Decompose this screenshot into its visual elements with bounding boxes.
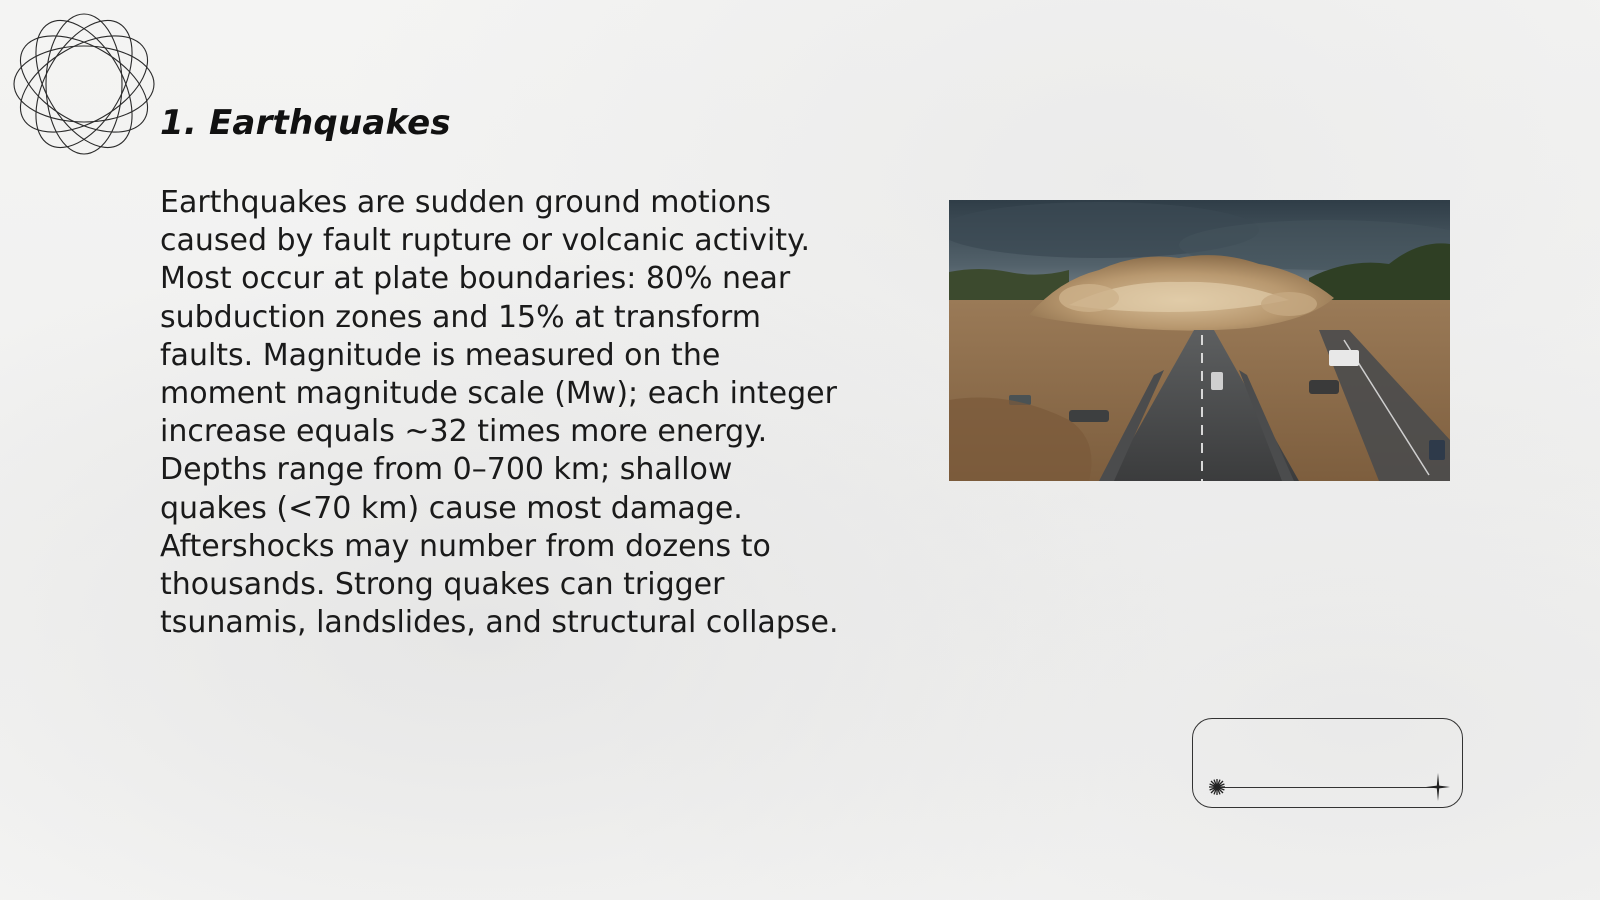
body-line: Earthquakes are sudden ground motions: [160, 185, 771, 220]
body-line: Aftershocks may number from dozens to: [160, 528, 771, 564]
decorative-frame: [1192, 718, 1463, 808]
starburst-icon: [1207, 777, 1227, 797]
body-line: tsunamis, landslides, and structural collapse.: [160, 605, 839, 641]
body-line: Most occur at plate boundaries: 80% near: [160, 261, 791, 297]
four-point-spark-icon: [1426, 773, 1450, 801]
body-line: faults. Magnitude is measured on the: [160, 337, 721, 373]
body-line: Depths range from 0–700 km; shallow: [160, 452, 733, 488]
orbital-rings-icon: [10, 10, 158, 158]
body-line: increase equals ~32 times more energy.: [160, 414, 768, 450]
body-line: thousands. Strong quakes can trigger: [160, 567, 725, 603]
decorative-divider: [1217, 787, 1438, 788]
body-line: quakes (<70 km) cause most damage.: [160, 490, 743, 526]
slide-title: 1. Earthquakes: [160, 103, 451, 143]
body-paragraph: [160, 184, 850, 642]
body-line: caused by fault rupture or volcanic activity.: [160, 223, 811, 259]
body-line: moment magnitude scale (Mw); each integer: [160, 376, 837, 412]
body-line: subduction zones and 15% at transform: [160, 299, 761, 335]
flood-wave-over-highway-image: [949, 200, 1450, 481]
